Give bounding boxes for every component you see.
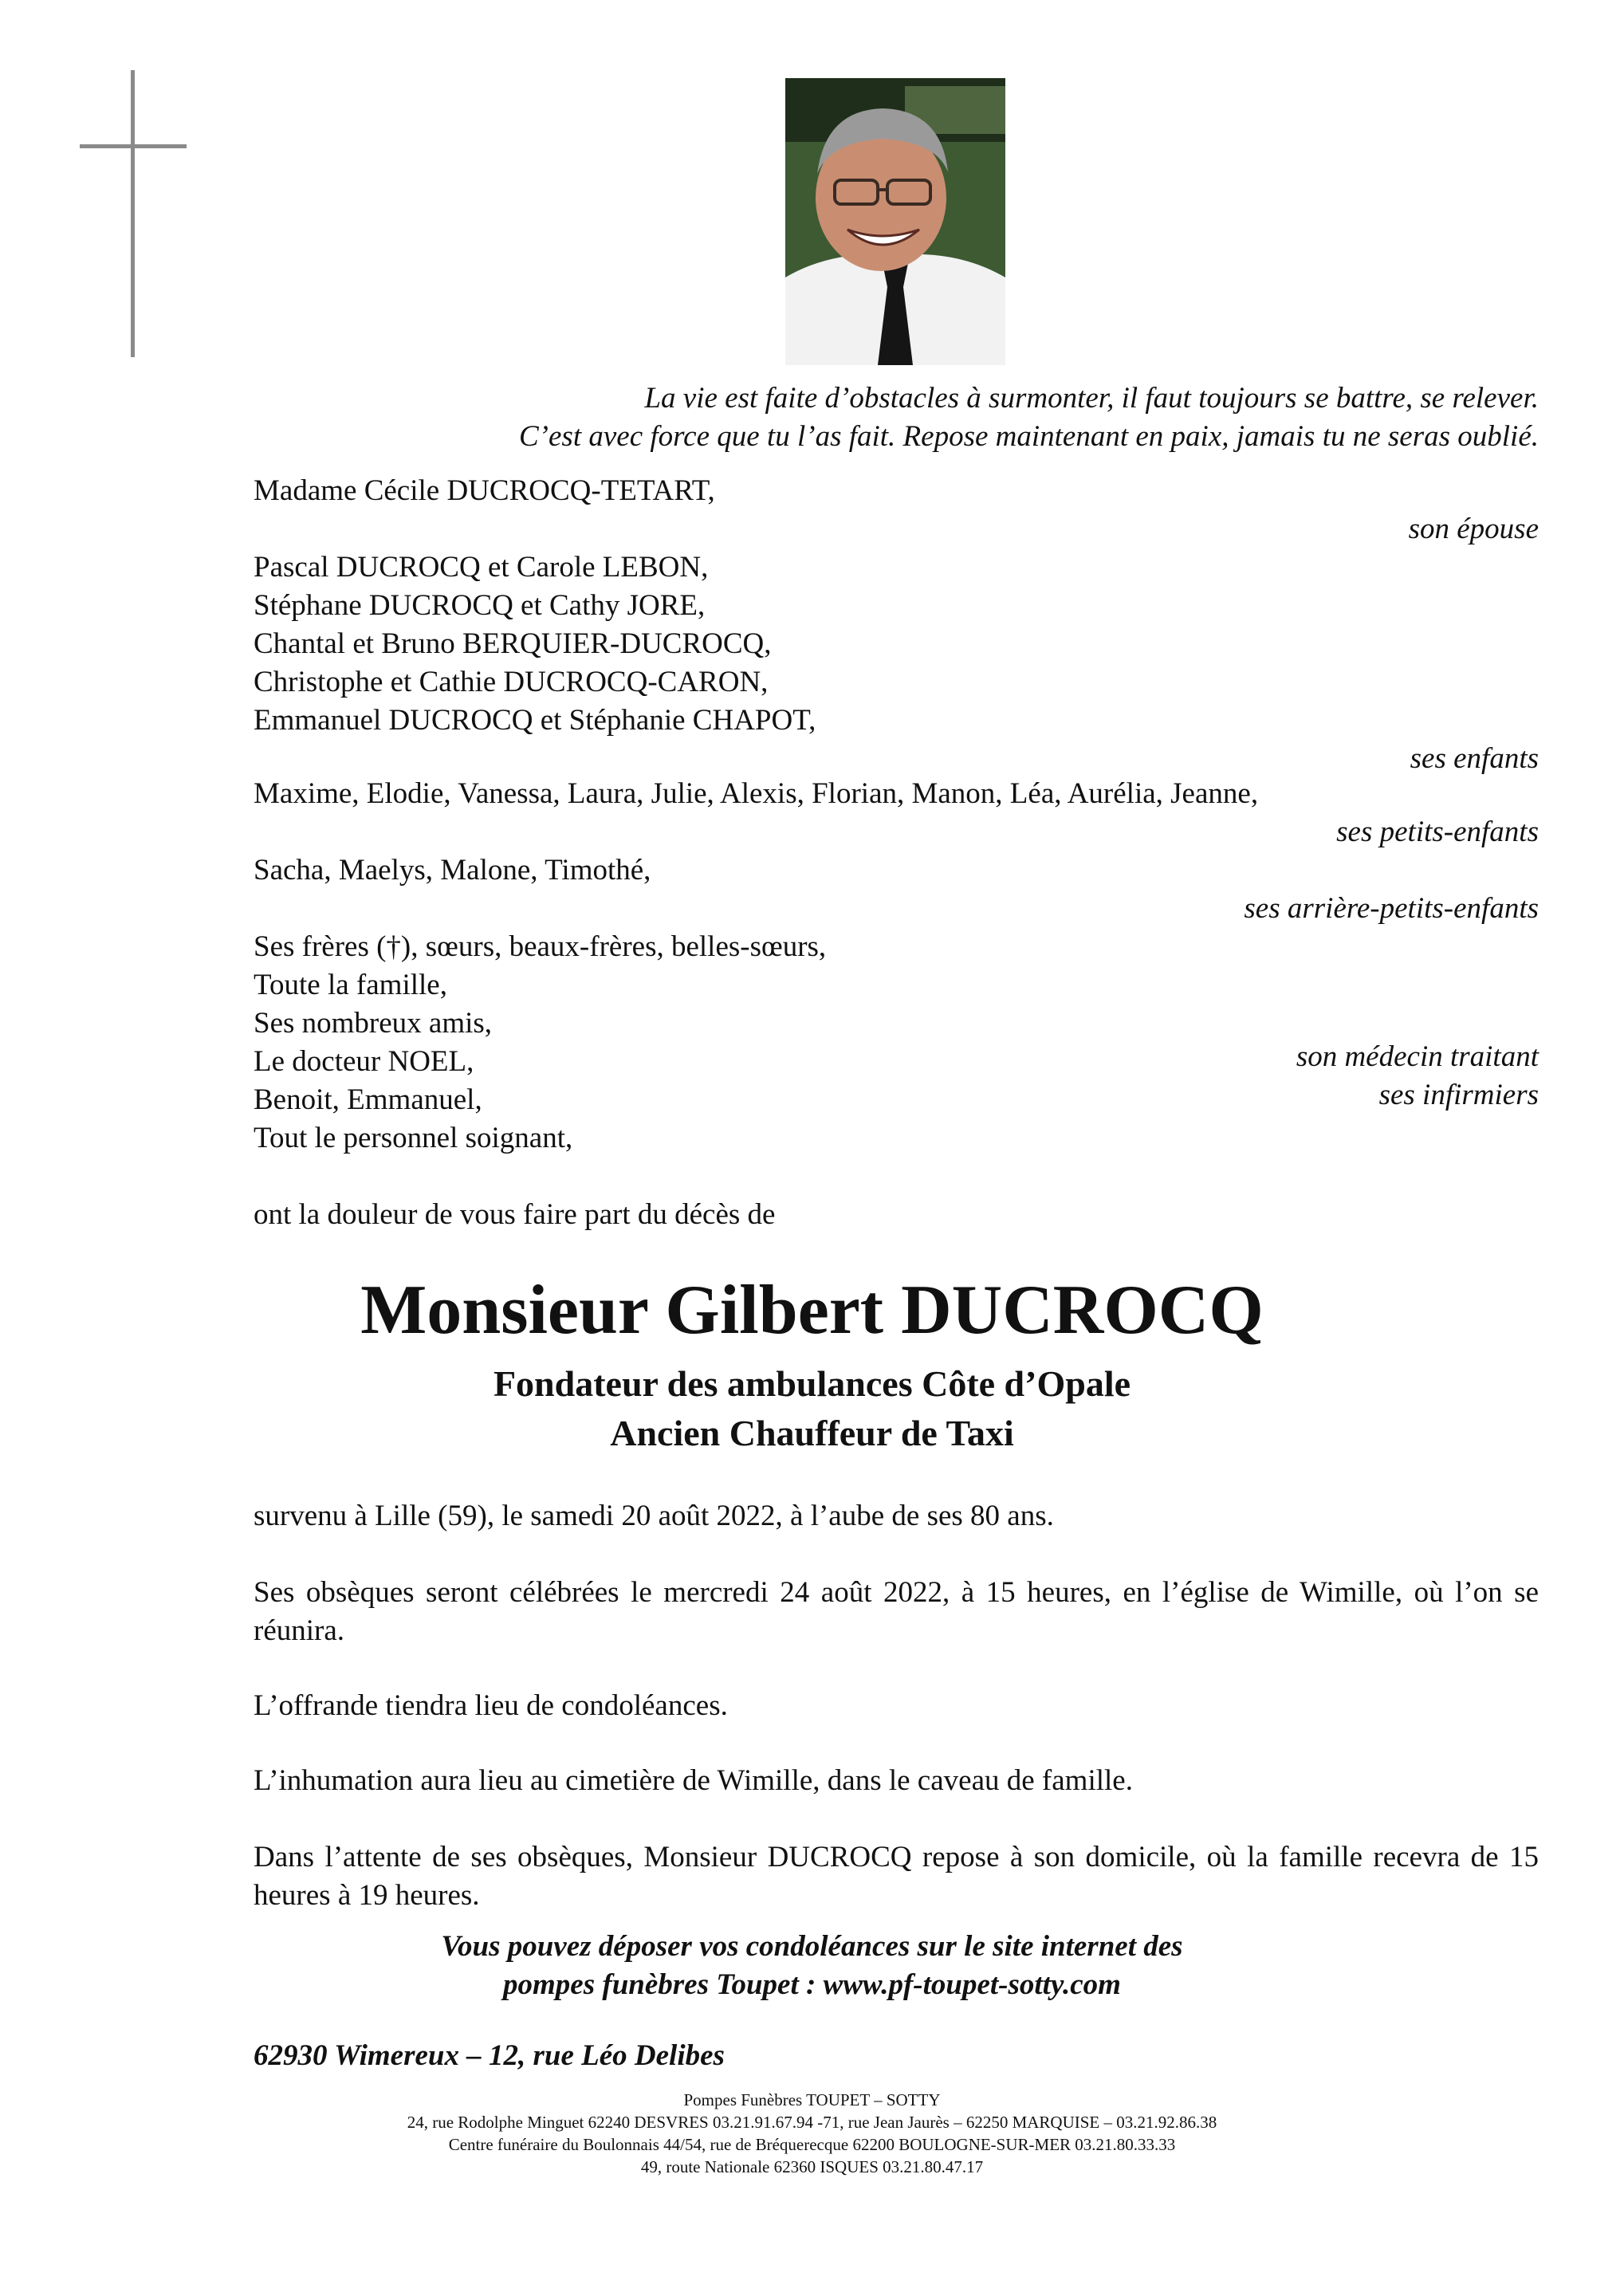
funeral-home-footer	[0, 2089, 1624, 2178]
grandchildren-role: ses petits-enfants	[1336, 816, 1539, 848]
others-line: Tout le personnel soignant,	[254, 1122, 573, 1154]
great-grandchildren-role: ses arrière-petits-enfants	[1244, 892, 1539, 925]
epitaph-quote	[183, 379, 1539, 456]
footer-line: Pompes Funèbres TOUPET – SOTTY	[683, 2090, 941, 2109]
great-grandchildren-section	[254, 851, 1539, 928]
website-line: Vous pouvez déposer vos condoléances sur le site internet des	[441, 1930, 1183, 1963]
footer-line: 49, route Nationale 62360 ISQUES 03.21.80.47.17	[640, 2157, 984, 2176]
announcement-section	[254, 1196, 1539, 1234]
deceased-title-1: Fondateur des ambulances Côte d’Opale	[493, 1363, 1131, 1404]
others-line: Le docteur NOEL,	[254, 1045, 474, 1078]
epitaph-line: C’est avec force que tu l’as fait. Repose maintenant en paix, jamais tu ne seras oublié.	[519, 420, 1539, 453]
footer-line: 24, rue Rodolphe Minguet 62240 DESVRES 03.21.91.67.94 -71, rue Jean Jaurès – 62250 MARQUISE – 03.21.92.86.38	[407, 2113, 1217, 2132]
spouse-role: son épouse	[1408, 513, 1539, 545]
grandchildren-names: Maxime, Elodie, Vanessa, Laura, Julie, Alexis, Florian, Manon, Léa, Aurélia, Jeanne,	[254, 777, 1259, 810]
children-section	[254, 548, 1539, 778]
care-roles	[1296, 1038, 1539, 1115]
announcement-text: ont la douleur de vous faire part du décès de	[254, 1198, 776, 1231]
website-line: pompes funèbres Toupet : www.pf-toupet-sotty.com	[503, 1968, 1121, 2001]
funeral-paragraph: Ses obsèques seront célébrées le mercredi 24 août 2022, à 15 heures, en l’église de Wimille, où l’on se réunira.	[254, 1576, 1539, 1647]
doctor-role: son médecin traitant	[1296, 1040, 1539, 1073]
cross-horizontal-bar	[80, 144, 187, 148]
family-address: 62930 Wimereux – 12, rue Léo Delibes	[254, 2039, 725, 2072]
others-line: Benoit, Emmanuel,	[254, 1083, 482, 1116]
others-line: Ses frères (†), sœurs, beaux-frères, belles-sœurs,	[254, 930, 827, 963]
portrait-illustration	[785, 78, 1005, 365]
child-name: Pascal DUCROCQ et Carole LEBON,	[254, 551, 709, 584]
deceased-title-2: Ancien Chauffeur de Taxi	[610, 1413, 1014, 1453]
great-grandchildren-names: Sacha, Maelys, Malone, Timothé,	[254, 854, 651, 887]
nurses-role: ses infirmiers	[1378, 1079, 1539, 1111]
cross-vertical-bar	[131, 70, 135, 357]
others-line: Ses nombreux amis,	[254, 1007, 493, 1040]
child-name: Stéphane DUCROCQ et Cathy JORE,	[254, 589, 706, 622]
children-role: ses enfants	[1410, 742, 1539, 775]
footer-line: Centre funéraire du Boulonnais 44/54, rue de Bréquerecque 62200 BOULOGNE-SUR-MER 03.21.80.33.33	[448, 2135, 1176, 2154]
deceased-name: Monsieur Gilbert DUCROCQ	[360, 1272, 1264, 1349]
others-line: Toute la famille,	[254, 969, 447, 1001]
burial-paragraph: L’inhumation aura lieu au cimetière de Wimille, dans le caveau de famille.	[254, 1764, 1133, 1797]
grandchildren-section	[254, 775, 1539, 851]
spouse-section	[254, 472, 1539, 548]
offering-paragraph: L’offrande tiendra lieu de condoléances.	[254, 1689, 728, 1722]
child-name: Chantal et Bruno BERQUIER-DUCROCQ,	[254, 627, 772, 660]
child-name: Emmanuel DUCROCQ et Stéphanie CHAPOT,	[254, 704, 816, 737]
spouse-name: Madame Cécile DUCROCQ-TETART,	[254, 474, 715, 507]
epitaph-line: La vie est faite d’obstacles à surmonter, il faut toujours se battre, se relever.	[644, 382, 1539, 415]
portrait-photo	[785, 78, 1005, 365]
death-paragraph: survenu à Lille (59), le samedi 20 août 2022, à l’aube de ses 80 ans.	[254, 1500, 1054, 1532]
child-name: Christophe et Cathie DUCROCQ-CARON,	[254, 666, 769, 698]
visit-paragraph: Dans l’attente de ses obsèques, Monsieur DUCROCQ repose à son domicile, où la famille recevra de 15 heures à 19 heures.	[254, 1841, 1539, 1912]
condolence-website	[0, 1928, 1624, 2004]
